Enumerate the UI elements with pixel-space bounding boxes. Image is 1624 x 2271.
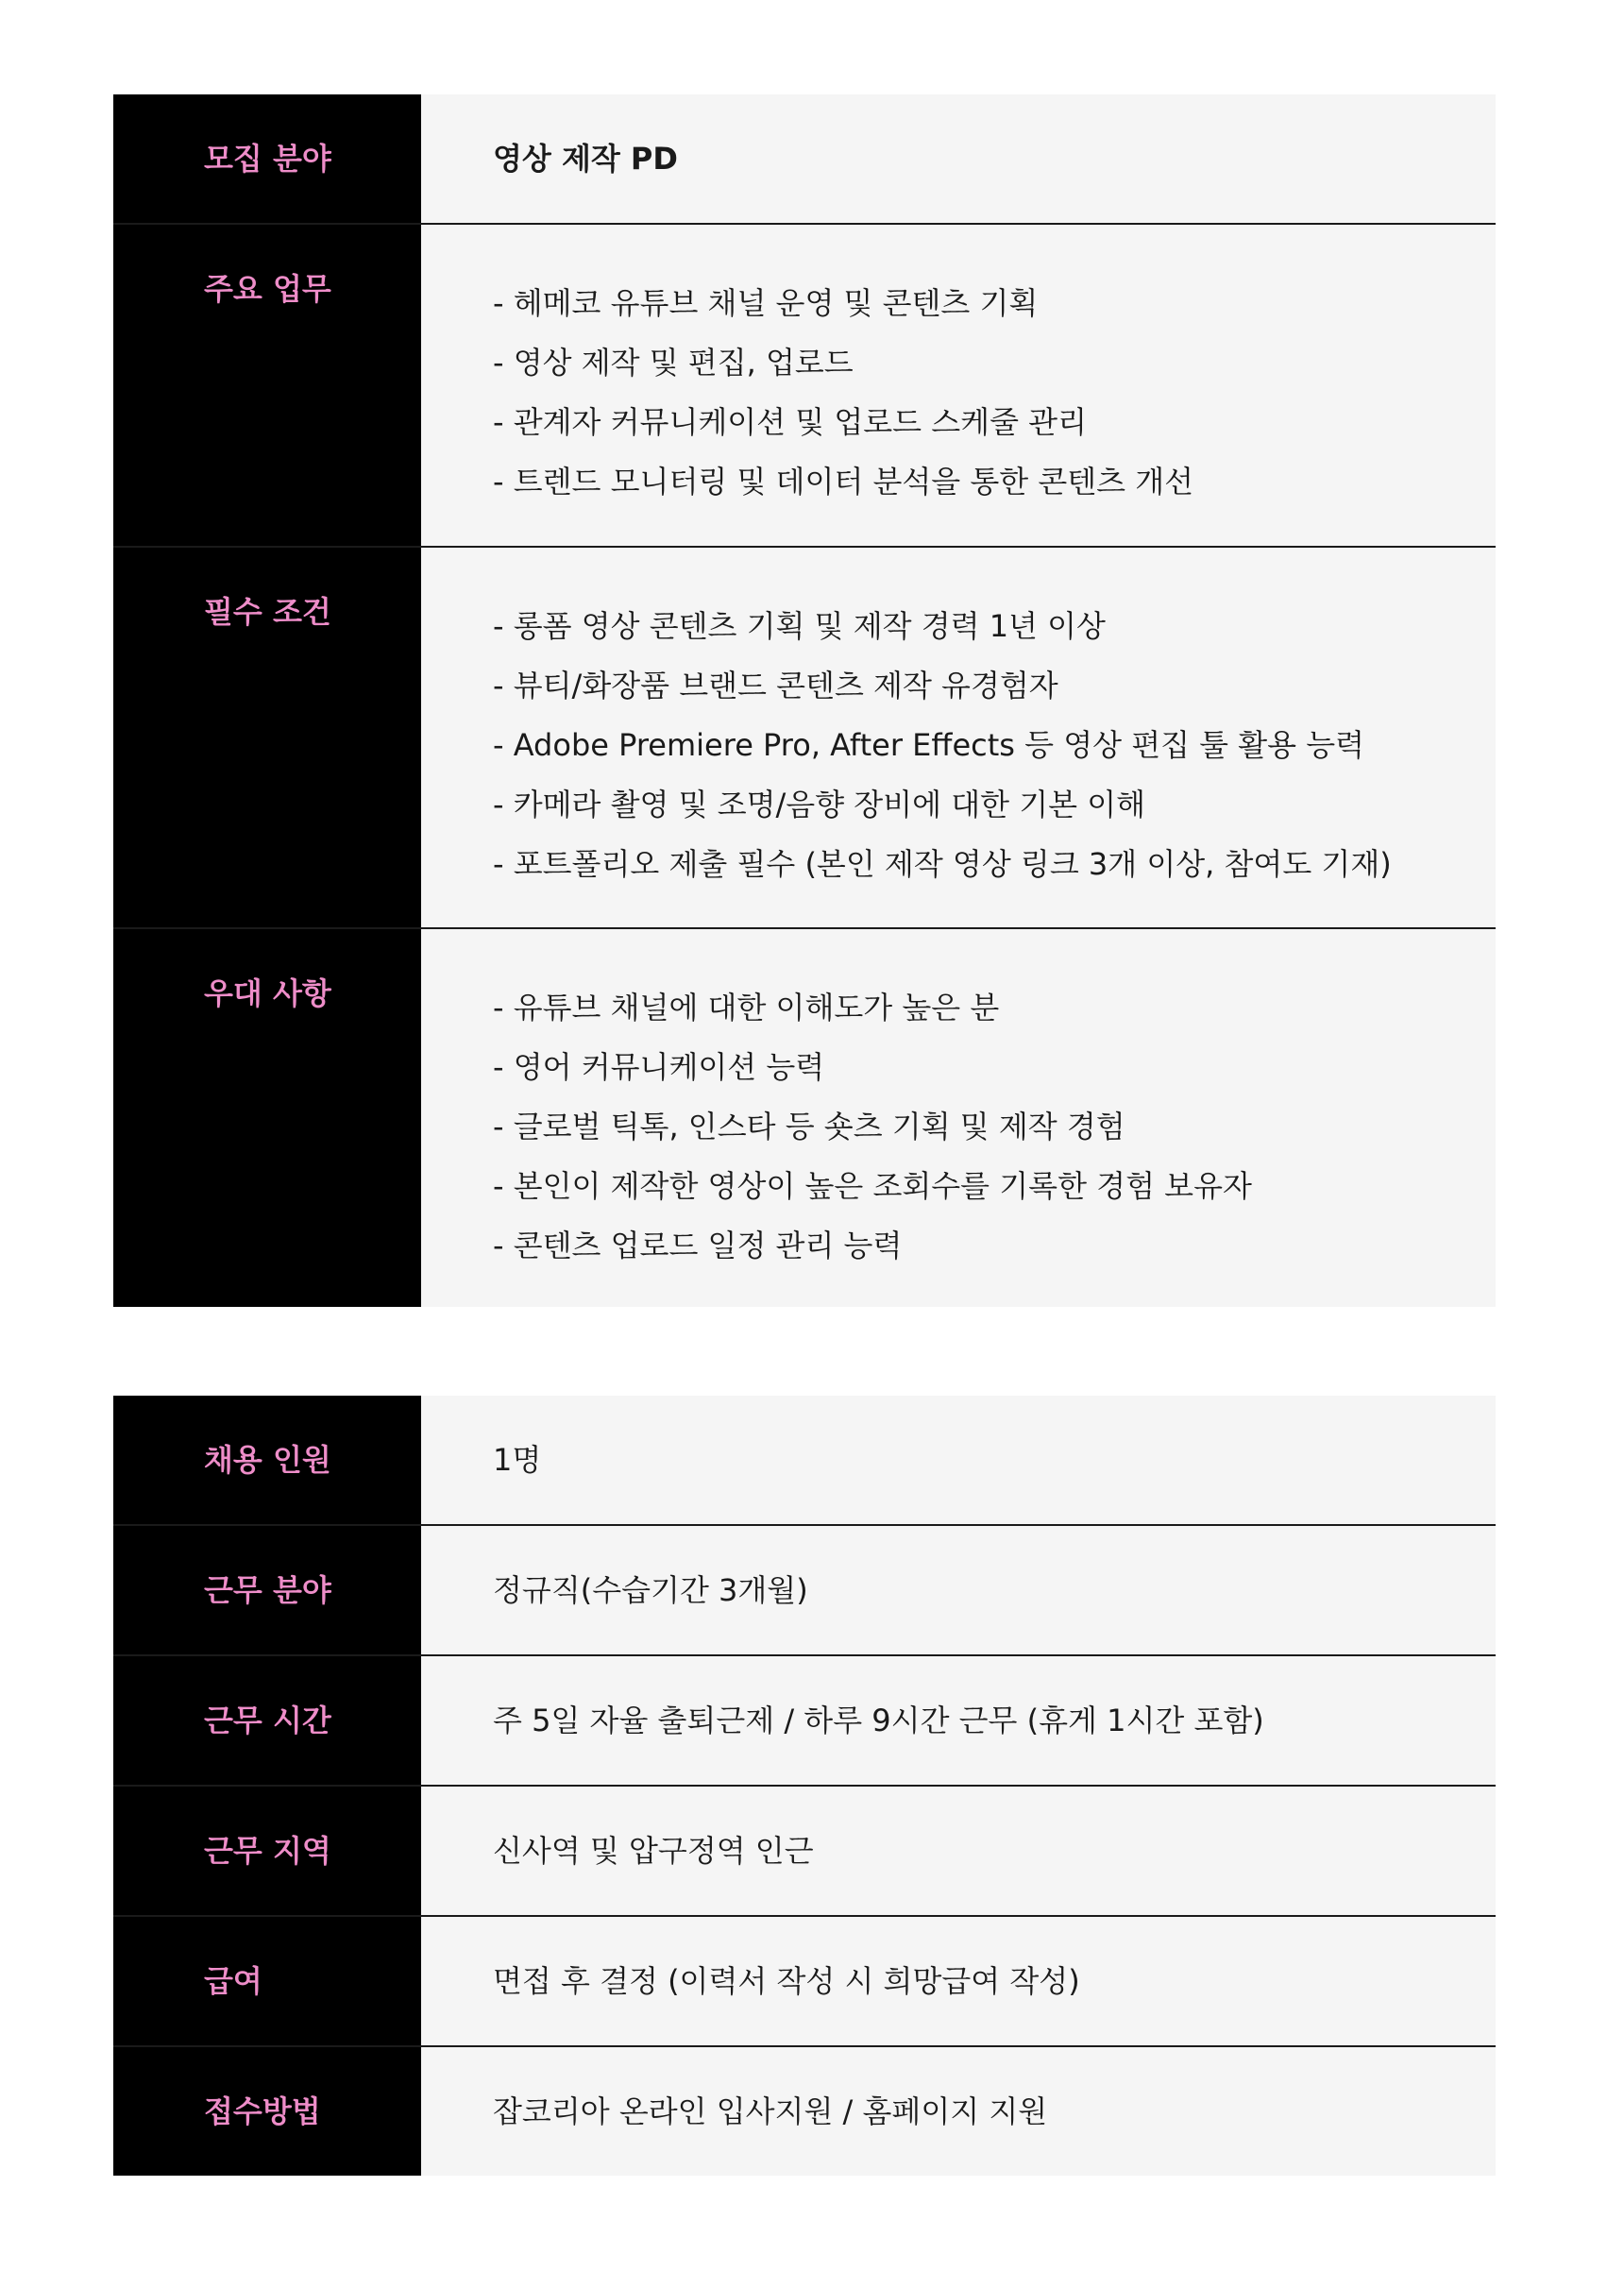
row-label: 채용 인원: [113, 1396, 421, 1524]
requirements-list: [421, 548, 1496, 927]
list-item: - 글로벌 틱톡, 인스타 등 숏츠 기획 및 제작 경험: [493, 1109, 1125, 1144]
job-details-table: [113, 94, 1496, 1307]
row-label: 급여: [113, 1917, 421, 2045]
row-requirements: [113, 548, 1496, 929]
row-label: 우대 사항: [113, 929, 421, 1307]
row-value: 1명: [421, 1396, 1496, 1524]
list-item: - 영상 제작 및 편집, 업로드: [493, 345, 854, 381]
row-label: 모집 분야: [113, 94, 421, 223]
row-value: 정규직(수습기간 3개월): [421, 1526, 1496, 1654]
row-value: 잡코리아 온라인 입사지원 / 홈페이지 지원: [421, 2047, 1496, 2176]
row-preferred: [113, 929, 1496, 1307]
row-label: 근무 분야: [113, 1526, 421, 1654]
list-item: - 헤메코 유튜브 채널 운영 및 콘텐츠 기획: [493, 285, 1039, 321]
row-value: 주 5일 자율 출퇴근제 / 하루 9시간 근무 (휴게 1시간 포함): [421, 1656, 1496, 1785]
list-item: - 관계자 커뮤니케이션 및 업로드 스케줄 관리: [493, 404, 1087, 440]
list-item: - 본인이 제작한 영상이 높은 조회수를 기록한 경험 보유자: [493, 1168, 1252, 1204]
row-employment-type: [113, 1526, 1496, 1656]
row-value: 신사역 및 압구정역 인근: [421, 1787, 1496, 1915]
row-application-method: [113, 2047, 1496, 2176]
list-item: - Adobe Premiere Pro, After Effects 등 영상 편집 툴 활용 능력: [493, 727, 1365, 763]
list-item: - 카메라 촬영 및 조명/음향 장비에 대한 기본 이해: [493, 787, 1146, 822]
preferred-list: [421, 929, 1496, 1307]
list-item: - 콘텐츠 업로드 일정 관리 능력: [493, 1228, 903, 1263]
list-item: - 롱폼 영상 콘텐츠 기획 및 제작 경력 1년 이상: [493, 608, 1106, 644]
list-item: - 뷰티/화장품 브랜드 콘텐츠 제작 유경험자: [493, 668, 1058, 703]
employment-terms-table: [113, 1396, 1496, 2176]
row-value: 영상 제작 PD: [421, 94, 1496, 223]
row-label: 접수방법: [113, 2047, 421, 2176]
row-label: 근무 지역: [113, 1787, 421, 1915]
row-value: 면접 후 결정 (이력서 작성 시 희망급여 작성): [421, 1917, 1496, 2045]
row-label: 필수 조건: [113, 548, 421, 927]
list-item: - 포트폴리오 제출 필수 (본인 제작 영상 링크 3개 이상, 참여도 기재): [493, 846, 1392, 882]
row-work-hours: [113, 1656, 1496, 1787]
list-item: - 트렌드 모니터링 및 데이터 분석을 통한 콘텐츠 개선: [493, 464, 1194, 500]
row-main-duties: [113, 225, 1496, 548]
duties-list: [421, 225, 1496, 546]
list-item: - 영어 커뮤니케이션 능력: [493, 1049, 825, 1085]
row-headcount: [113, 1396, 1496, 1526]
row-label: 근무 시간: [113, 1656, 421, 1785]
row-work-location: [113, 1787, 1496, 1917]
row-salary: [113, 1917, 1496, 2047]
list-item: - 유튜브 채널에 대한 이해도가 높은 분: [493, 990, 1000, 1025]
row-label: 주요 업무: [113, 225, 421, 546]
row-recruit-field: [113, 94, 1496, 225]
